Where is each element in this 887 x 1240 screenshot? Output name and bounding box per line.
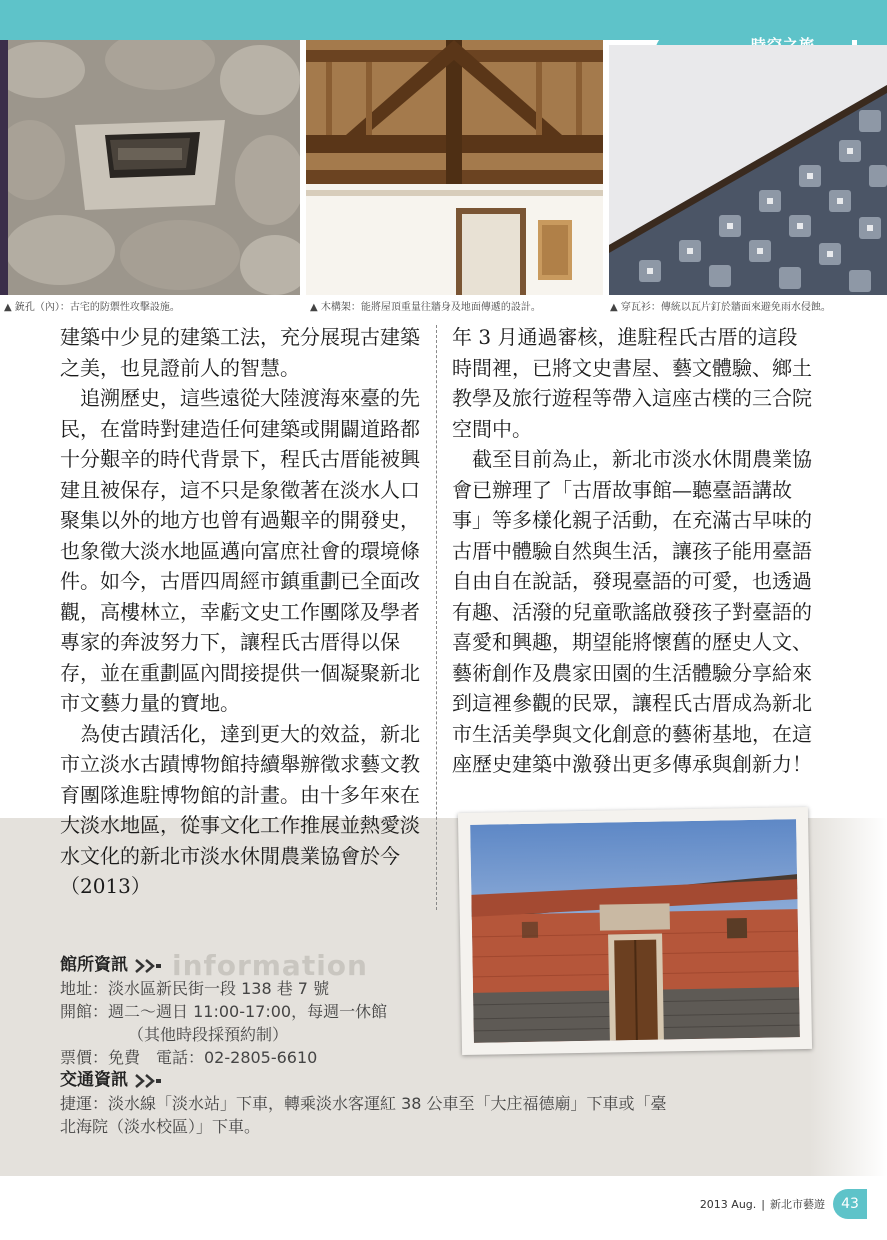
article-right-column <box>452 322 814 780</box>
footer-separator: | <box>761 1197 765 1211</box>
transport-line: 捷運：淡水線「淡水站」下車，轉乘淡水客運紅 38 公車至「大庄福德廟」下車或「臺 <box>60 1094 667 1113</box>
paper-background-fade <box>810 818 887 1176</box>
magazine-name: 新北市藝遊 <box>770 1198 825 1211</box>
address-line: 地址：淡水區新民街一段 138 巷 7 號 <box>60 979 330 998</box>
issue-date: 2013 Aug. <box>699 1197 757 1211</box>
hours-line: 開館：週二～週日 11:00-17:00，每週一休館 <box>60 1002 388 1021</box>
double-chevron-icon <box>134 957 164 975</box>
venue-info-heading <box>60 949 820 982</box>
transport-heading-label: 交通資訊 <box>60 1070 128 1090</box>
gun-hole-photo <box>0 40 300 295</box>
venue-info-panel <box>60 949 820 1138</box>
hours-note-line: （其他時段採預約制） <box>128 1025 289 1044</box>
paragraph: 截至目前為止，新北市淡水休閒農業協會已辦理了「古厝故事館—聽臺語講故事」等多樣化親子活動，在充滿古早味的古厝中體驗自然與生活，讓孩子能用臺語自由自在說話，發現臺語的可愛，也透過有趣、活潑的兒童歌謠啟發孩子對臺語的喜愛和興趣，期望能將懷舊的歷史人文、藝術創作及農家田園的生活體驗分享給來到這裡參觀的民眾，讓程氏古厝成為新北市生活美學與文化創意的藝術基地，在這座歷史建築中激發出更多傳承與創新力！ <box>452 447 812 776</box>
venue-heading-english: information <box>172 949 368 982</box>
transport-heading <box>60 1069 820 1092</box>
tile-caption: ▲ 穿瓦衫：傳統以瓦片釘於牆面來避免雨水侵蝕。 <box>610 302 831 313</box>
paragraph: 年 3 月通過審核，進駐程氏古厝的這段時間裡，已將文史書屋、藝文體驗、鄉土教學及旅行遊程等帶入這座古樸的三合院空間中。 <box>452 325 812 441</box>
tile-cladding-photo <box>609 45 887 295</box>
ticket-phone-line: 票價：免費 電話：02-2805-6610 <box>60 1048 318 1067</box>
truss-caption: ▲ 木構架：能將屋頂重量往牆身及地面傳遞的設計。 <box>310 302 541 313</box>
page-footer <box>700 1189 867 1219</box>
transport-line: 北海院（淡水校區）」下車。 <box>60 1117 261 1136</box>
article-left-column <box>60 322 422 902</box>
paragraph: 追溯歷史，這些遠從大陸渡海來臺的先民，在當時對建造任何建築或開闢道路都十分艱辛的時代背景下，程氏古厝能被興建且被保存，這不只是象徵著在淡水人口聚集以外的地方也曾有過艱辛的開發史，也象徵大淡水地區邁向富庶社會的環境條件。如今，古厝四周經市鎮重劃已全面改觀，高樓林立，幸虧文史工作團隊及學者專家的奔波努力下，讓程氏古厝得以保存，並在重劃區內間接提供一個凝聚新北市文藝力量的寶地。 <box>60 386 420 715</box>
paragraph: 為使古蹟活化，達到更大的效益，新北市立淡水古蹟博物館持續舉辦徵求藝文教育團隊進駐博物館的計畫。由十多年來在大淡水地區，從事文化工作推展並熱愛淡水文化的新北市淡水休閒農業協會於今（2013） <box>60 721 420 898</box>
venue-heading-label: 館所資訊 <box>60 955 128 975</box>
gun-hole-caption: ▲ 銃孔（內）：古宅的防禦性攻擊設施。 <box>4 302 180 313</box>
column-divider <box>436 325 438 910</box>
double-chevron-icon <box>134 1072 164 1090</box>
paragraph: 建築中少見的建築工法，充分展現古建築之美，也見證前人的智慧。 <box>60 325 420 380</box>
wooden-truss-photo <box>306 40 603 295</box>
page-number: 43 <box>833 1189 867 1219</box>
